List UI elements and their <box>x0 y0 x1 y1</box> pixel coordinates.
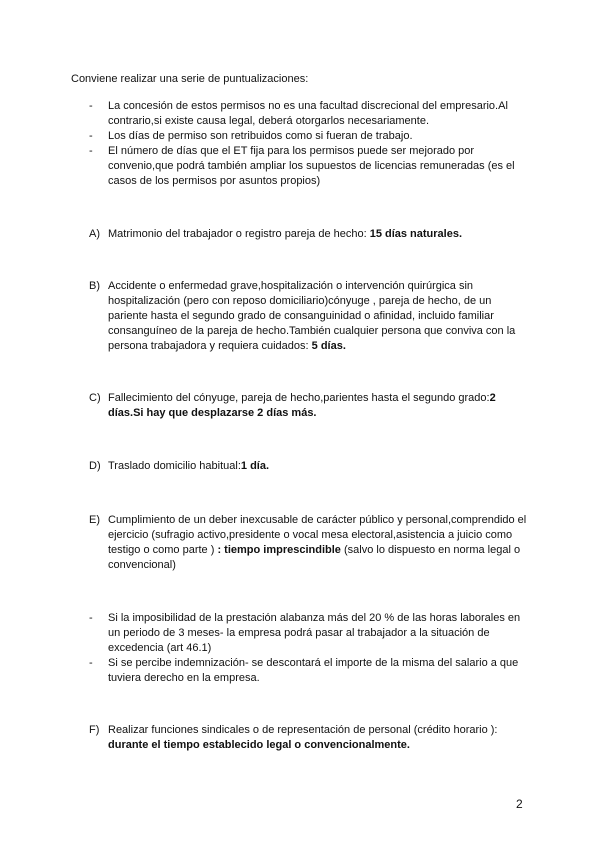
note-dash: - <box>89 145 93 157</box>
intro-text: Conviene realizar una serie de puntualizaciones: <box>71 73 309 85</box>
note-text: Si la imposibilidad de la prestación alabanza más del 20 % de las horas laborales en un periodo de 3 meses- la empresa podrá pasar al trabajador a la situación de excedencia (art 46.1) <box>108 612 521 654</box>
note-item <box>89 611 529 656</box>
item-letter: D) <box>89 460 101 472</box>
item-letter: A) <box>89 228 100 240</box>
item-text: Accidente o enfermedad grave,hospitalización o intervención quirúrgica sin hospitalización (pero con reposo domiciliario)cónyuge , pareja de hecho, de un pariente hasta el segundo grado de consanguinidad o afinidad, incluido familiar consanguíneo de la pareja de hecho.También cualquier persona que conviva con la persona trabajadora y requiera cuidados: <box>108 280 516 352</box>
note-dash: - <box>89 130 93 142</box>
item-letter: F) <box>89 724 100 736</box>
item-duration: 15 días naturales. <box>369 228 463 240</box>
permit-item-b <box>89 279 529 354</box>
note-item <box>89 656 529 686</box>
item-duration: : tiempo imprescindible <box>217 544 341 556</box>
item-body <box>108 459 529 474</box>
permit-item-f <box>89 723 529 753</box>
permit-item-d <box>89 459 529 474</box>
item-text: Cumplimiento de un deber inexcusable de carácter público y personal,comprendido el ejercicio (sufragio activo,presidente o vocal mesa electoral,asistencia a juicio como testigo o como parte ) <box>108 514 527 556</box>
item-letter: C) <box>89 392 101 404</box>
permit-item-e <box>89 513 529 573</box>
item-text-after: (salvo lo dispuesto en norma legal o convencional) <box>108 544 521 571</box>
item-body <box>108 723 529 753</box>
item-letter: B) <box>89 280 100 292</box>
e-notes-list <box>89 611 529 686</box>
note-dash: - <box>89 657 93 669</box>
note-text: El número de días que el ET fija para los permisos puede ser mejorado por convenio,que podrá también ampliar los supuestos de licencias remuneradas (es el casos de los permisos por asuntos propios) <box>108 145 515 187</box>
note-text: La concesión de estos permisos no es una facultad discrecional del empresario.Al contrario,si existe causa legal, deberá otorgarlos necesariamente. <box>108 100 508 127</box>
item-duration: durante el tiempo establecido legal o convencionalmente. <box>108 739 410 751</box>
note-item <box>89 99 529 129</box>
item-body <box>108 513 529 573</box>
item-text: Realizar funciones sindicales o de representación de personal (crédito horario ): <box>108 724 498 736</box>
note-item <box>89 129 529 144</box>
permit-item-a <box>89 227 529 242</box>
note-item <box>89 144 529 189</box>
permit-item-c <box>89 391 529 421</box>
item-text: Matrimonio del trabajador o registro pareja de hecho: <box>108 228 370 240</box>
page-number: 2 <box>516 797 523 811</box>
item-text: Traslado domicilio habitual: <box>108 460 241 472</box>
item-duration: 1 día. <box>240 460 270 472</box>
note-dash: - <box>89 612 93 624</box>
note-text: Si se percibe indemnización- se descontará el importe de la misma del salario a que tuviera derecho en la empresa. <box>108 657 519 684</box>
item-letter: E) <box>89 514 100 526</box>
item-body <box>108 279 529 354</box>
item-body <box>108 391 529 421</box>
item-body <box>108 227 529 242</box>
item-duration: 2 días.Si hay que desplazarse 2 días más. <box>108 392 496 419</box>
notes-list <box>89 99 529 189</box>
note-text: Los días de permiso son retribuidos como si fueran de trabajo. <box>108 130 413 142</box>
item-duration: 5 días. <box>311 340 346 352</box>
note-dash: - <box>89 100 93 112</box>
item-text: Fallecimiento del cónyuge, pareja de hecho,parientes hasta el segundo grado: <box>108 392 490 404</box>
